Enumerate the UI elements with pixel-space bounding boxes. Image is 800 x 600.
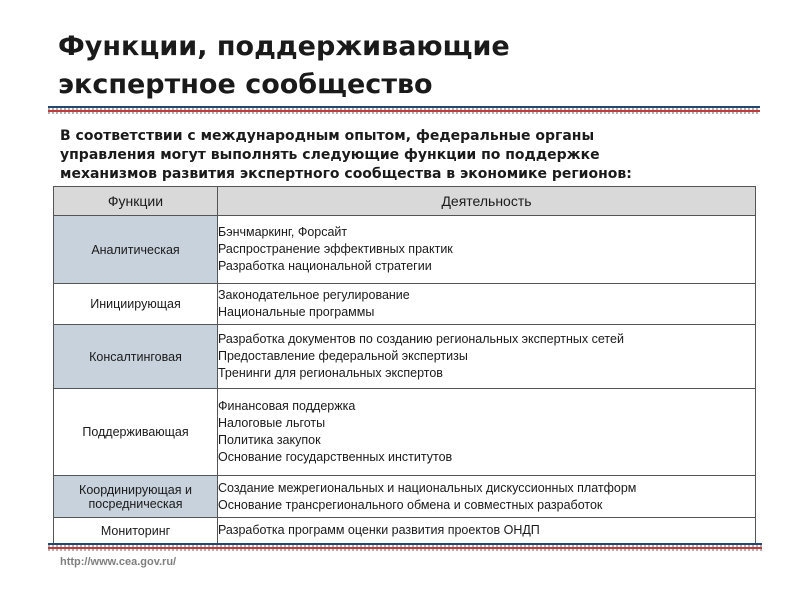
table-row xyxy=(54,325,756,389)
table-row xyxy=(54,389,756,476)
function-cell: Поддерживающая xyxy=(54,389,218,476)
intro-text xyxy=(60,127,760,184)
activity-item: Финансовая поддержка xyxy=(218,399,356,413)
source-url: http://www.cea.gov.ru/ xyxy=(60,556,177,568)
activity-item: Основание государственных институтов xyxy=(218,450,453,464)
header-activity: Деятельность xyxy=(218,187,756,216)
slide-title-line-1: Функции, поддерживающие xyxy=(58,31,510,62)
activity-cell xyxy=(218,518,756,544)
table-header-row xyxy=(54,187,756,216)
function-cell: Консалтинговая xyxy=(54,325,218,389)
function-cell: Координирующая и посредническая xyxy=(54,476,218,518)
intro-line-1: В соответствии с международным опытом, федеральные органы xyxy=(60,128,595,144)
activity-item: Разработка программ оценки развития проектов ОНДП xyxy=(218,523,540,537)
activity-item: Разработка документов по созданию региональных экспертных сетей xyxy=(218,332,624,346)
slide-title-line-2: экспертное сообщество xyxy=(58,69,433,100)
table-row xyxy=(54,476,756,518)
function-cell: Инициирующая xyxy=(54,284,218,325)
activity-item: Налоговые льготы xyxy=(218,416,326,430)
intro-line-3: механизмов развития экспертного сообщества в экономике регионов: xyxy=(60,166,632,182)
table-row xyxy=(54,284,756,325)
table-row xyxy=(54,518,756,544)
slide-title xyxy=(58,28,758,104)
activity-cell xyxy=(218,389,756,476)
activity-item: Создание межрегиональных и национальных дискуссионных платформ xyxy=(218,480,637,495)
activity-cell xyxy=(218,284,756,325)
activity-item: Тренинги для региональных экспертов xyxy=(218,366,443,380)
activity-item: Законодательное регулирование xyxy=(218,288,410,302)
activity-item: Бэнчмаркинг, Форсайт xyxy=(218,225,348,239)
activity-cell xyxy=(218,325,756,389)
top-divider xyxy=(48,106,760,114)
activity-item: Распространение эффективных практик xyxy=(218,242,453,256)
bottom-divider xyxy=(48,543,762,551)
activity-item: Предоставление федеральной экспертизы xyxy=(218,349,468,363)
function-cell: Аналитическая xyxy=(54,216,218,284)
activity-item: Национальные программы xyxy=(218,305,375,319)
function-cell: Мониторинг xyxy=(54,518,218,544)
activity-item: Основание трансрегионального обмена и совместных разработок xyxy=(218,497,603,512)
activity-cell xyxy=(218,216,756,284)
intro-line-2: управления могут выполнять следующие функции по поддержке xyxy=(60,147,600,163)
activity-cell xyxy=(218,476,756,518)
activity-item: Разработка национальной стратегии xyxy=(218,259,432,273)
table-row xyxy=(54,216,756,284)
functions-table xyxy=(53,186,756,544)
header-functions: Функции xyxy=(54,187,218,216)
activity-item: Политика закупок xyxy=(218,433,321,447)
